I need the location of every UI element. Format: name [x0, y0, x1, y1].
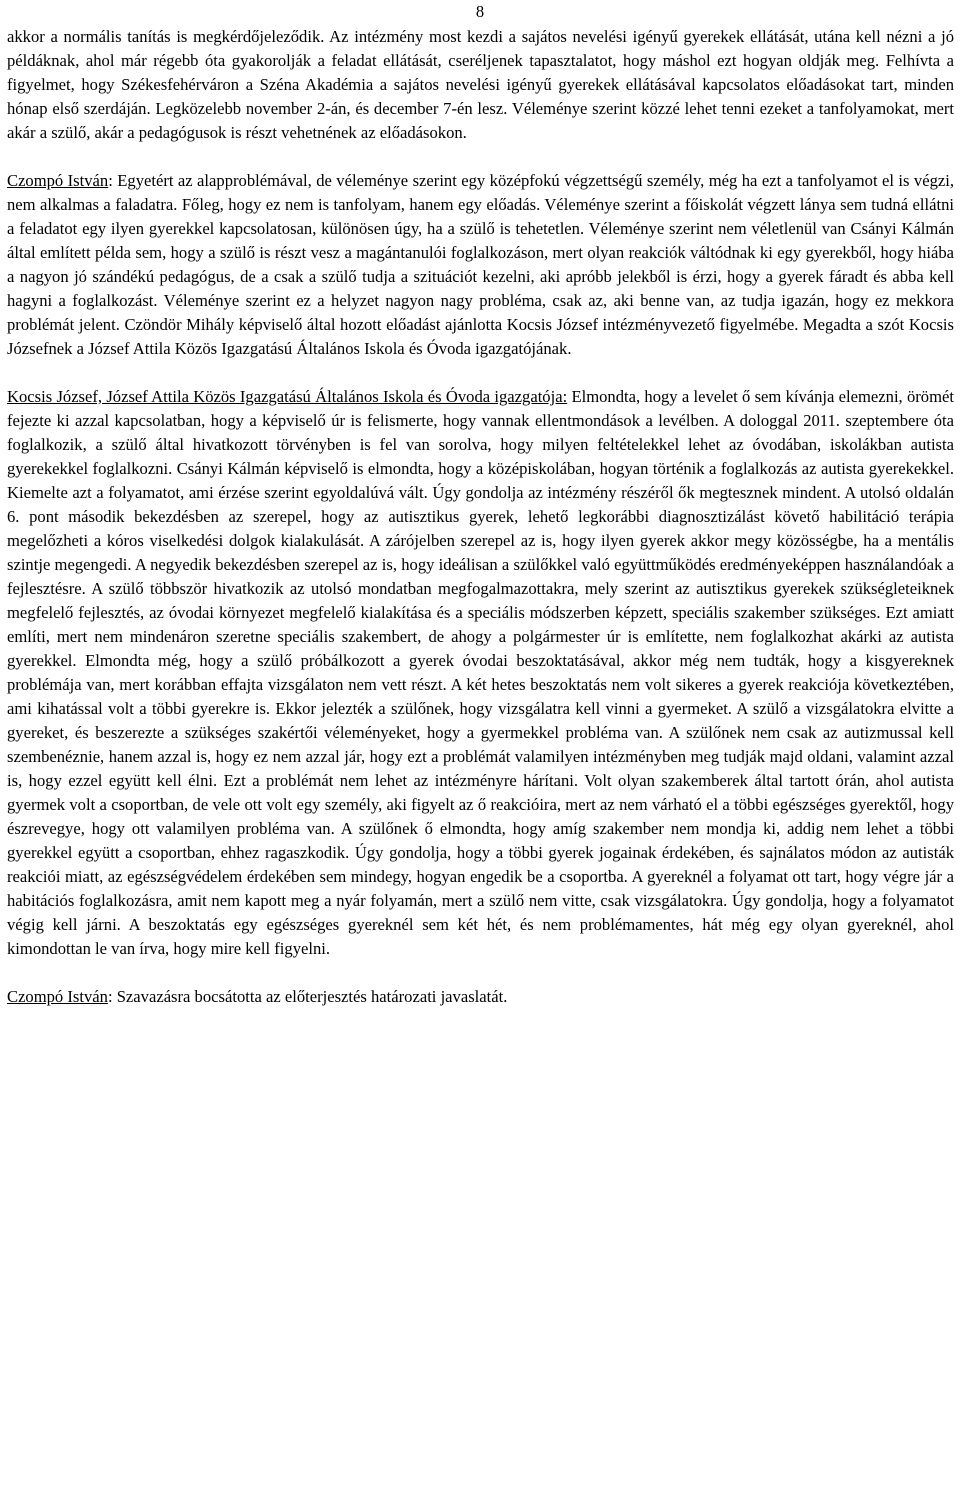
paragraph-czompo-2 — [7, 985, 954, 1009]
speaker-name: Kocsis József, József Attila Közös Igazgatású Általános Iskola és Óvoda igazgatója: — [7, 387, 568, 406]
paragraph-text: Szavazásra bocsátotta az előterjesztés határozati javaslatát. — [116, 987, 508, 1006]
paragraph-kocsis — [7, 385, 954, 961]
document-body — [7, 25, 954, 1009]
paragraph-intro — [7, 25, 954, 145]
speaker-name: Czompó István — [7, 171, 109, 190]
speaker-separator: : — [108, 171, 118, 190]
paragraph-text: akkor a normális tanítás is megkérdőjeleződik. Az intézmény most kezdi a sajátos nevelési igényű gyerekek ellátását, utána kell nézni a jó példáknak, ahol már régebb óta gyakorolják a feladat ellátását, cseréljenek tapasztalatot, hogy máshol ezt hogyan oldják meg. Felhívta a figyelmet, hogy Székesfehérváron a Széna Akadémia a sajátos nevelési igényű gyerekek ellátásával kapcsolatos előadásokat tart, minden hónap első szerdáján. Legközelebb november 2-án, és december 7-én lesz. Véleménye szerint közzé lehet tenni ezeket a tanfolyamokat, mert akár a szülő, akár a pedagógusok is részt vehetnének az előadásokon. — [7, 27, 954, 142]
page-number: 8 — [475, 2, 485, 21]
paragraph-text: Elmondta, hogy a levelet ő sem kívánja elemezni, örömét fejezte ki azzal kapcsolatban, hogy a képviselő úr is felismerte, hogy vannak ellentmondások a levélben. A dologgal 2011. szeptembere óta foglalkozik, a szülő által hivatkozott törvényben is fel van sorolva, hogy milyen feltételekkel lehet az óvodában, iskolákban autista gyerekekkel foglalkozni. Csányi Kálmán képviselő is elmondta, hogy a középiskolában, hogyan történik a foglalkozás az autista gyerekekkel. Kiemelte azt a folyamatot, ami érzése szerint egyoldalúvá vált. Úgy gondolja az intézmény részéről ők megtesznek mindent. A utolsó oldalán 6. pont második bekezdésben az szerepel, hogy az autisztikus gyerek, lehető legkorábbi diagnosztizálást követő habilitáció terápia megelőzheti a kóros viselkedési dolgok kialakulását. A zárójelben szerepel az is, hogy ilyen gyerek akkor megy közösségbe, ha a mentális szintje megengedi. A negyedik bekezdésben szerepel az is, hogy ideálisan a szülőkkel való együttműködés eredményeképpen használandóak a fejlesztésre. A szülő többször hivatkozik az utolsó mondatban megfogalmazottakra, mely szerint az autisztikus gyerekek szükségleteiknek megfelelő fejlesztés, az óvodai környezet megfelelő kialakítása és a speciális módszerben képzett, speciális szakember szükséges. Ezt amiatt említi, mert nem mindenáron szeretne speciális szakembert, de ahogy a polgármester úr is említette, nem foglalkozhat akárki az autista gyerekkel. Elmondta még, hogy a szülő próbálkozott a gyerek óvodai beszoktatásával, akkor még nem tudták, hogy a kisgyereknek problémája van, mert korábban effajta vizsgálaton nem vett részt. A két hetes beszoktatás nem volt sikeres a gyerek reakciója következtében, ami kihatással volt a többi gyerekre is. Ekkor jelezték a szülőnek, hogy vizsgálatra kell vinni a gyermeket. A szülő a vizsgálatokra elvitte a gyereket, és beszerezte a szükséges szakértői véleményeket, hogy a gyermekkel probléma van. A szülőnek nem csak az autizmussal kell szembenéznie, hanem azzal is, hogy ez nem azzal jár, hogy ezt a problémát valamilyen intézményben meg tudják majd oldani, valamint azzal is, hogy ezzel együtt kell élni. Ezt a problémát nem lehet az intézményre hárítani. Volt olyan szakemberek által tartott órán, ahol autista gyermek volt a csoportban, de vele ott volt egy személy, aki figyelt az ő reakcióira, mert az nem várható el a többi egészséges gyerektől, hogy észrevegye, hogy ott valamilyen probléma van. A szülőnek ő elmondta, hogy amíg szakember nem mondja ki, addig nem lehet a többi gyerekkel együtt a csoportban, ehhez ragaszkodik. Úgy gondolja, hogy a többi gyerek jogainak érdekében, és sajnálatos módon az autisták reakciói miatt, az egészségvédelem érdekében sem mindegy, hogyan engedik be a csoportba. A gyereknél a folyamat ott tart, hogy végre jár a habitációs foglalkozásra, amit nem kapott meg a nyár folyamán, mert a szülő nem vitte, csak vizsgálatokra. Úgy gondolja, hogy a folyamatot végig kell járni. A beszoktatás egy egészséges gyereknél sem két hét, és nem problémamentes, hát még egy olyan gyereknél, ahol kimondottan le van írva, hogy mire kell figyelni. — [7, 387, 954, 958]
speaker-separator: : — [107, 987, 117, 1006]
paragraph-czompo-1 — [7, 169, 954, 361]
paragraph-text: Egyetért az alapproblémával, de véleménye szerint egy középfokú végzettségű személy, még ha ezt a tanfolyamot el is végzi, nem alkalmas a faladatra. Főleg, hogy ez nem is tanfolyam, hanem egy előadás. Véleménye szerint a főiskolát végzett lánya sem tudná ellátni a feladatot egy ilyen gyerekkel kapcsolatosan, különösen úgy, ha a szülő is tehetetlen. Véleménye szerint nem véletlenül van Csányi Kálmán által említett példa sem, hogy a szülő is részt vesz a magántanulói foglalkozáson, mert olyan reakciók váltódnak ki egy gyerekből, hogy hiába a nagyon jó szándékú pedagógus, de a csak a szülő tudja a szituációt kezelni, aki apróbb jelekből is érzi, hogy a gyerek fáradt és abba kell hagyni a foglalkozást. Véleménye szerint ez a helyzet nagyon nagy probléma, csak az, aki benne van, az tudja igazán, hogy ez mekkora problémát jelent. Czöndör Mihály képviselő által hozott előadást ajánlotta Kocsis József intézményvezető figyelmébe. Megadta a szót Kocsis Józsefnek a József Attila Közös Igazgatású Általános Iskola és Óvoda igazgatójának. — [7, 171, 954, 358]
speaker-name: Czompó István — [7, 987, 108, 1006]
